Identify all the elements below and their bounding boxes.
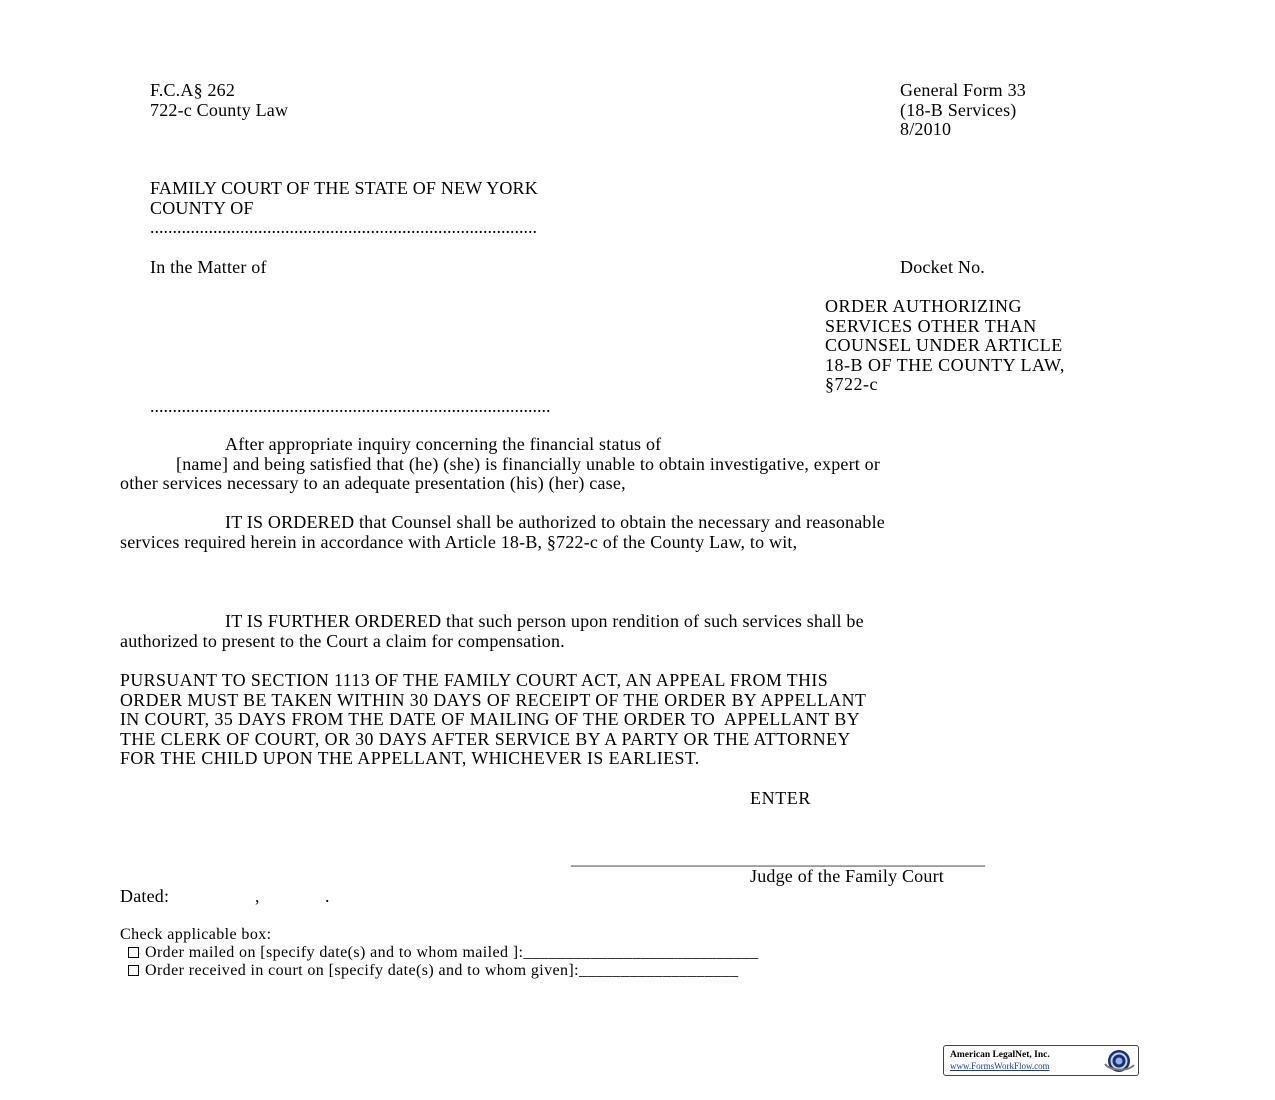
logo-company-name: American LegalNet, Inc.	[950, 1050, 1050, 1060]
ordered-line-2: services required herein in accordance with Article 18-B, §722-c of the County Law, to wit,	[120, 531, 798, 552]
appeal-notice-line-1: PURSUANT TO SECTION 1113 OF THE FAMILY COURT ACT, AN APPEAL FROM THIS	[120, 670, 829, 690]
county-label: COUNTY OF	[150, 197, 254, 218]
judge-title: Judge of the Family Court	[750, 866, 944, 886]
county-dotted-line: ......................................................................................	[150, 217, 537, 238]
inquiry-line-1: After appropriate inquiry concerning the financial status of	[225, 434, 662, 454]
form-type: (18-B Services)	[900, 99, 1017, 120]
mailed-checkbox[interactable]	[128, 947, 139, 958]
further-ordered-line-2: authorized to present to the Court a claim for compensation.	[120, 630, 565, 651]
enter-label: ENTER	[750, 788, 811, 808]
court-caption	[150, 179, 538, 238]
checklist-item-mailed	[120, 944, 759, 962]
order-title-line-2: SERVICES OTHER THAN	[825, 315, 1037, 336]
dated-period: .	[325, 886, 330, 906]
order-title-line-4: 18-B OF THE COUNTY LAW,	[825, 354, 1065, 375]
order-title-line-3: COUNSEL UNDER ARTICLE	[825, 335, 1063, 356]
received-checkbox[interactable]	[128, 965, 139, 976]
dated-comma: ,	[255, 886, 260, 906]
order-title-line-1: ORDER AUTHORIZING	[825, 296, 1022, 316]
checklist-item-received	[120, 962, 739, 980]
logo-url-link[interactable]: www.FormsWorkFlow.com	[950, 1061, 1050, 1071]
appeal-notice-line-5: FOR THE CHILD UPON THE APPELLANT, WHICHEVER IS EARLIEST.	[120, 748, 700, 769]
inquiry-line-3: other services necessary to an adequate presentation (his) (her) case,	[120, 473, 626, 494]
statute-reference	[150, 81, 288, 120]
signature-line: ______________________________________________	[571, 848, 985, 868]
appeal-notice-line-4: THE CLERK OF COURT, OR 30 DAYS AFTER SERVICE BY A PARTY OR THE ATTORNEY	[120, 728, 851, 749]
globe-logo-icon	[1100, 1048, 1136, 1074]
further-ordered-line-1: IT IS FURTHER ORDERED that such person upon rendition of such services shall be	[225, 611, 864, 631]
checklist-item-mailed-label: Order mailed on [specify date(s) and to whom mailed ]:____________________________	[145, 944, 759, 961]
order-title	[825, 297, 1065, 395]
docket-label: Docket No.	[900, 257, 985, 277]
ordered-line-1: IT IS ORDERED that Counsel shall be authorized to obtain the necessary and reasonable	[225, 512, 885, 532]
order-title-line-5: §722-c	[825, 374, 878, 395]
american-legalnet-logo[interactable]	[943, 1045, 1139, 1076]
appeal-notice-line-3: IN COURT, 35 DAYS FROM THE DATE OF MAILING OF THE ORDER TO APPELLANT BY	[120, 709, 861, 730]
further-ordered-paragraph	[120, 612, 864, 651]
dated-label: Dated:	[120, 886, 170, 906]
appeal-notice-line-2: ORDER MUST BE TAKEN WITHIN 30 DAYS OF RECEIPT OF THE ORDER BY APPELLANT	[120, 689, 867, 710]
matter-label: In the Matter of	[150, 257, 267, 277]
statute-line-1: F.C.A§ 262	[150, 80, 236, 100]
statute-line-2: 722-c County Law	[150, 99, 289, 120]
inquiry-paragraph	[120, 435, 880, 494]
appeal-notice	[120, 671, 866, 769]
form-date: 8/2010	[900, 119, 952, 140]
ordered-paragraph	[120, 513, 885, 552]
court-name: FAMILY COURT OF THE STATE OF NEW YORK	[150, 178, 538, 198]
form-number: General Form 33	[900, 80, 1026, 100]
inquiry-line-2: [name] and being satisfied that (he) (she) is financially unable to obtain investigative, expert or	[176, 453, 881, 474]
caption-dotted-line: .........................................................................................	[150, 396, 551, 416]
checklist-heading: Check applicable box:	[120, 926, 272, 943]
checklist-item-received-label: Order received in court on [specify date(s) and to whom given]:___________________	[145, 962, 739, 979]
form-identifier	[900, 81, 1026, 140]
